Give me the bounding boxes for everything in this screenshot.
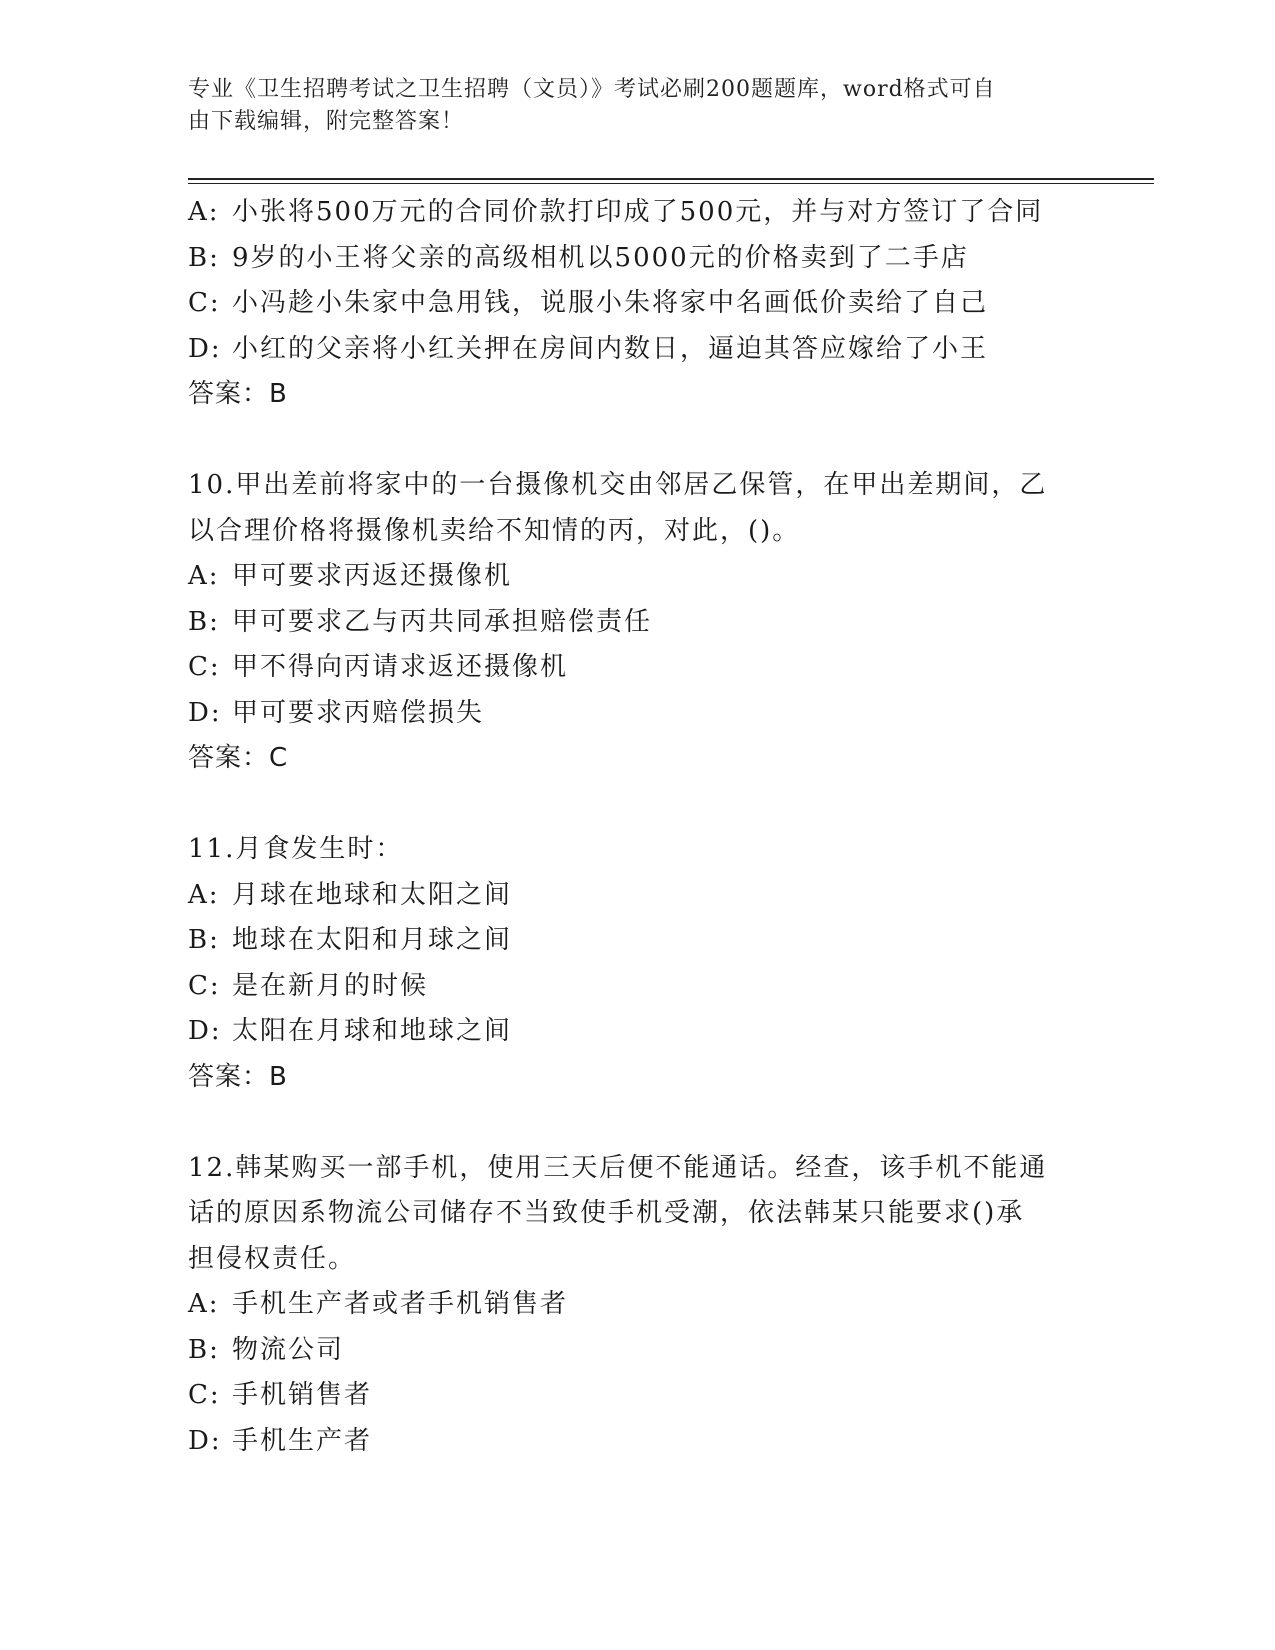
option-text: 月球在地球和太阳之间 <box>232 879 513 910</box>
option-text: 太阳在月球和地球之间 <box>232 1016 513 1046</box>
question-9 <box>188 190 1088 418</box>
question-stem: 10.甲出差前将家中的一台摄像机交由邻居乙保管，在甲出差期间，乙 <box>188 470 1048 500</box>
option-text: 小张将500万元的合同价款打印成了500元，并与对方签订了合同 <box>232 197 1044 227</box>
header-line-2: 由下载编辑，附完整答案！ <box>188 109 465 134</box>
option-key: A: <box>188 1289 220 1319</box>
document-body <box>188 190 1088 1464</box>
option-a <box>188 1282 1088 1328</box>
option-d <box>188 327 1088 373</box>
option-d <box>188 691 1088 737</box>
option-key: D: <box>188 333 222 364</box>
option-key: A: <box>188 879 220 910</box>
answer-line: 答案：C <box>188 743 289 773</box>
spacer <box>188 418 1088 464</box>
option-key: A: <box>188 561 220 591</box>
option-text: 是在新月的时候 <box>232 970 429 1001</box>
option-key: C: <box>188 288 221 318</box>
option-a <box>188 190 1088 236</box>
option-b <box>188 1328 1088 1374</box>
option-text: 小冯趁小朱家中急用钱，说服小朱将家中名画低价卖给了自己 <box>232 288 989 318</box>
option-key: B: <box>188 242 220 273</box>
option-key: A: <box>188 197 220 227</box>
option-a <box>188 554 1088 600</box>
option-d <box>188 1419 1088 1465</box>
option-key: B: <box>188 606 220 637</box>
option-key: C: <box>188 652 221 682</box>
question-11 <box>188 827 1088 1100</box>
answer-line: 答案：B <box>188 379 288 409</box>
header-line-1: 专业《卫生招聘考试之卫生招聘（文员）》考试必刷200题题库，word格式可自 <box>188 77 996 102</box>
option-text: 物流公司 <box>232 1334 345 1365</box>
option-c <box>188 964 1088 1010</box>
option-key: D: <box>188 1425 222 1456</box>
option-c <box>188 281 1088 327</box>
option-d <box>188 1009 1088 1055</box>
question-stem: 12.韩某购买一部手机，使用三天后便不能通话。经查，该手机不能通 <box>188 1152 1048 1183</box>
option-text: 手机生产者或者手机销售者 <box>232 1289 569 1319</box>
option-a <box>188 873 1088 919</box>
option-text: 地球在太阳和月球之间 <box>232 925 513 955</box>
option-text: 手机生产者 <box>232 1425 373 1456</box>
option-key: C: <box>188 1380 221 1410</box>
option-text: 9岁的小王将父亲的高级相机以5000元的价格卖到了二手店 <box>232 242 969 273</box>
option-text: 小红的父亲将小红关押在房间内数日，逼迫其答应嫁给了小王 <box>232 333 989 364</box>
option-b <box>188 600 1088 646</box>
question-stem: 11.月食发生时： <box>188 834 404 864</box>
spacer <box>188 1100 1088 1146</box>
question-stem: 以合理价格将摄像机卖给不知情的丙，对此，()。 <box>188 515 801 546</box>
option-text: 甲可要求乙与丙共同承担赔偿责任 <box>232 606 653 637</box>
answer-line: 答案：B <box>188 1061 288 1092</box>
option-c <box>188 1373 1088 1419</box>
option-key: D: <box>188 697 222 728</box>
option-key: B: <box>188 1334 220 1365</box>
option-b <box>188 236 1088 282</box>
question-stem: 话的原因系物流公司储存不当致使手机受潮，依法韩某只能要求()承 <box>188 1198 1025 1228</box>
question-10 <box>188 463 1088 782</box>
option-key: C: <box>188 970 221 1001</box>
question-stem: 担侵权责任。 <box>188 1243 357 1274</box>
spacer <box>188 782 1088 828</box>
option-text: 甲可要求丙返还摄像机 <box>232 561 513 591</box>
document-header <box>188 74 1068 138</box>
option-c <box>188 645 1088 691</box>
header-rule-thick <box>188 178 1154 180</box>
question-12 <box>188 1146 1088 1465</box>
option-b <box>188 918 1088 964</box>
header-rule-thin <box>188 183 1154 184</box>
option-key: D: <box>188 1016 222 1046</box>
option-key: B: <box>188 925 220 955</box>
option-text: 甲可要求丙赔偿损失 <box>232 697 485 728</box>
option-text: 甲不得向丙请求返还摄像机 <box>232 652 569 682</box>
option-text: 手机销售者 <box>232 1380 373 1410</box>
